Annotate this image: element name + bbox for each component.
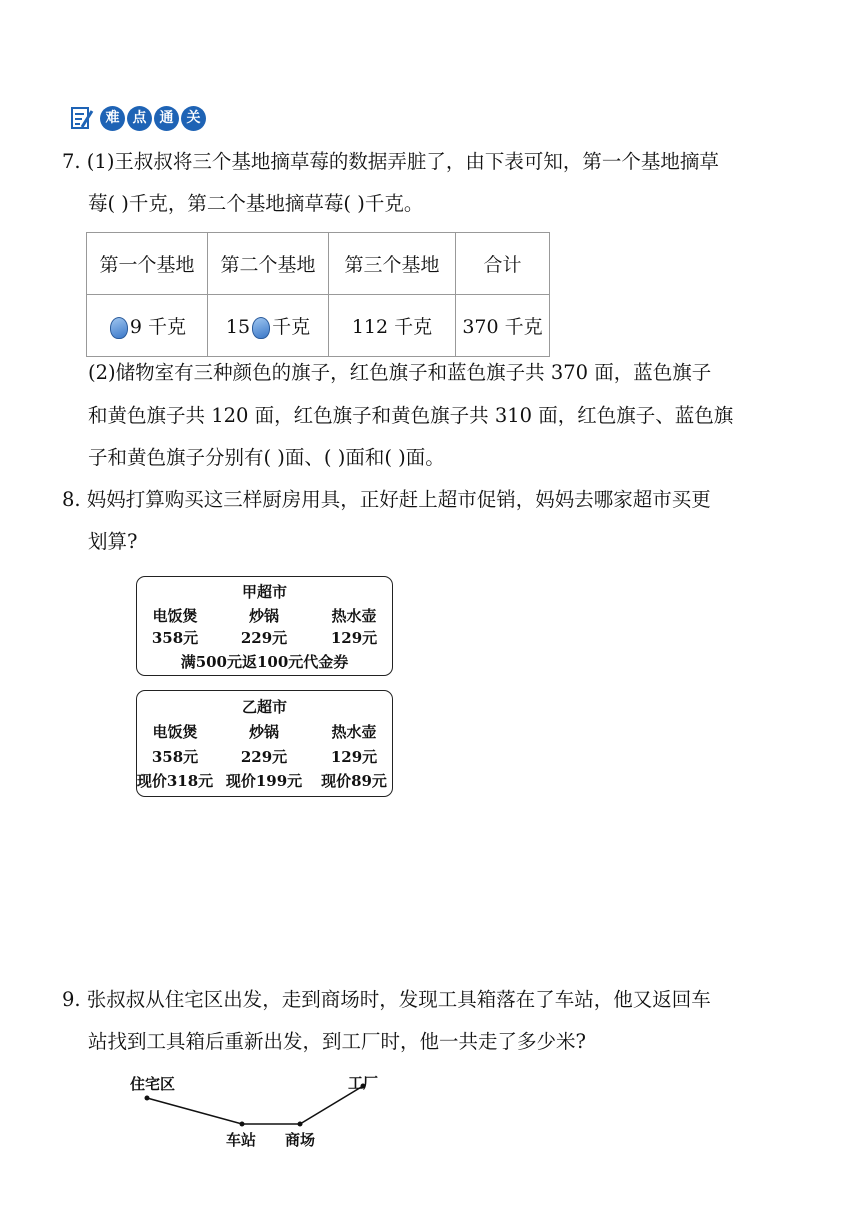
table-cell: 370 千克 xyxy=(456,295,550,357)
store-a-name: 甲超市 xyxy=(241,583,287,601)
section-tag-char: 点 xyxy=(127,106,152,131)
home-dot xyxy=(145,1096,150,1101)
q9-line1: 9. 张叔叔从住宅区出发，走到商场时，发现工具箱落在了车站，他又返回车 xyxy=(62,988,711,1011)
q8-line2: 划算? xyxy=(88,530,138,553)
q7-part2-line1: (2)储物室有三种颜色的旗子，红色旗子和蓝色旗子共 370 面，蓝色旗子 xyxy=(88,361,712,384)
mall-dot xyxy=(298,1122,303,1127)
item-price: 358元 xyxy=(151,748,199,766)
table-header: 合计 xyxy=(456,233,550,295)
table-cell: 9 千克 xyxy=(87,295,208,357)
table-header: 第三个基地 xyxy=(329,233,456,295)
table-header: 第二个基地 xyxy=(208,233,329,295)
route-line xyxy=(147,1086,363,1124)
label-factory: 工厂 xyxy=(348,1074,379,1092)
table-cell: 112 千克 xyxy=(329,295,456,357)
item-name: 电饭煲 xyxy=(152,723,198,741)
item-sale-price: 现价318元 xyxy=(136,772,214,790)
item-name: 热水壶 xyxy=(331,723,377,741)
table-cell: 15 千克 xyxy=(208,295,329,357)
q7-part1-line2: 莓( )千克，第二个基地摘草莓( )千克。 xyxy=(88,192,424,215)
item-name: 炒锅 xyxy=(248,723,279,741)
section-tag-char: 通 xyxy=(154,106,179,131)
store-a-promo: 满500元返100元代金券 xyxy=(180,653,349,671)
label-station: 车站 xyxy=(226,1131,257,1149)
item-sale-price: 现价89元 xyxy=(321,772,387,790)
item-price: 129元 xyxy=(330,629,378,647)
item-sale-price: 现价199元 xyxy=(225,772,303,790)
item-price: 358元 xyxy=(151,629,199,647)
item-price: 129元 xyxy=(330,748,378,766)
station-dot xyxy=(240,1122,245,1127)
item-name: 炒锅 xyxy=(248,607,279,625)
item-price: 229元 xyxy=(240,748,288,766)
store-b-name: 乙超市 xyxy=(241,698,287,716)
q7-part1-line1: 7. (1)王叔叔将三个基地摘草莓的数据弄脏了，由下表可知，第一个基地摘草 xyxy=(62,150,719,173)
q8-line1: 8. 妈妈打算购买这三样厨房用具，正好赶上超市促销，妈妈去哪家超市买更 xyxy=(62,488,711,511)
q7-part2-line3: 子和黄色旗子分别有( )面、( )面和( )面。 xyxy=(88,446,445,469)
item-name: 电饭煲 xyxy=(152,607,198,625)
table-header: 第一个基地 xyxy=(87,233,208,295)
q9-line2: 站找到工具箱后重新出发，到工厂时，他一共走了多少米? xyxy=(88,1030,586,1053)
label-mall: 商场 xyxy=(285,1131,316,1149)
q7-part2-line2: 和黄色旗子共 120 面，红色旗子和黄色旗子共 310 面，红色旗子、蓝色旗 xyxy=(88,404,734,427)
section-tag-char: 难 xyxy=(100,106,125,131)
label-home: 住宅区 xyxy=(130,1075,176,1093)
item-price: 229元 xyxy=(240,629,288,647)
item-name: 热水壶 xyxy=(331,607,377,625)
section-tag-char: 关 xyxy=(181,106,206,131)
